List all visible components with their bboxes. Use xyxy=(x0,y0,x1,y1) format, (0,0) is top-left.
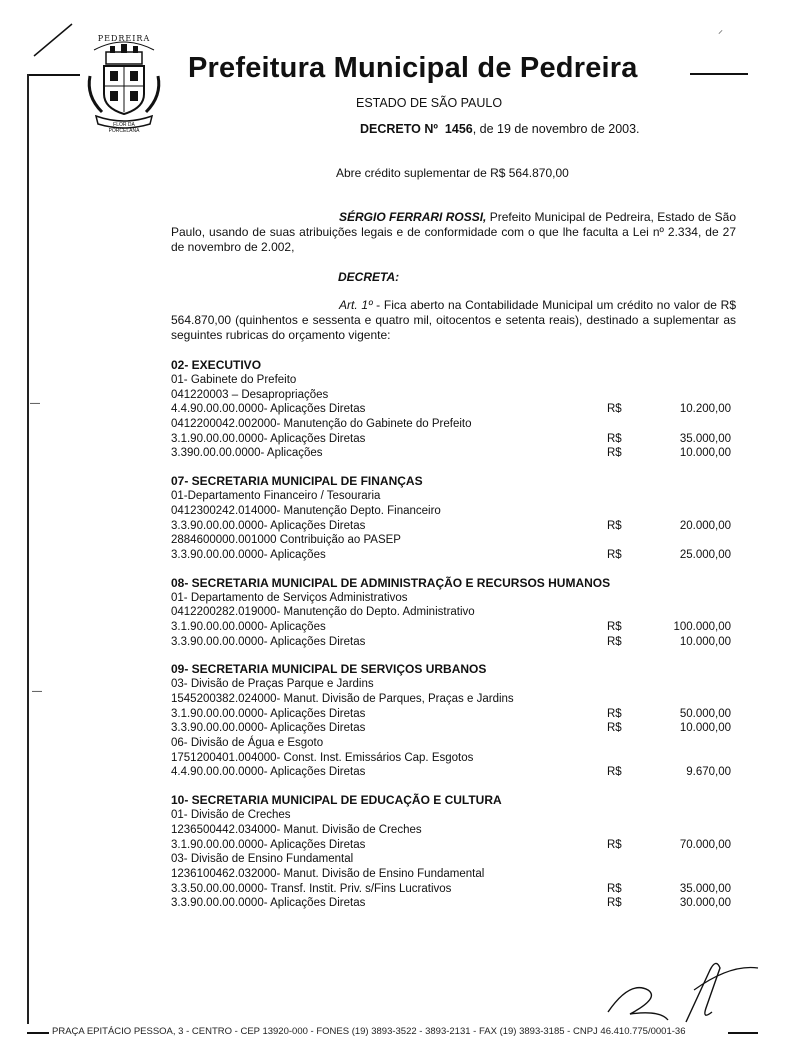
budget-row xyxy=(171,504,736,519)
row-amount: 10.000,00 xyxy=(679,447,731,460)
decreta-heading: DECRETA: xyxy=(338,270,400,284)
ementa: Abre crédito suplementar de R$ 564.870,00 xyxy=(336,166,569,180)
budget-section xyxy=(171,576,736,650)
decree-date: , de 19 de novembro de 2003. xyxy=(472,122,640,136)
frame-top-left-rule xyxy=(28,74,80,76)
budget-row xyxy=(171,432,736,447)
budget-row xyxy=(171,823,736,838)
row-currency: R$ xyxy=(607,432,622,445)
article-label: Art. 1º xyxy=(339,298,373,312)
row-description: 06- Divisão de Água e Esgoto xyxy=(171,737,324,750)
budget-row xyxy=(171,867,736,882)
scan-mark xyxy=(30,20,76,60)
row-description: 3.3.90.00.00.0000- Aplicações Diretas xyxy=(171,722,366,735)
row-currency: R$ xyxy=(607,766,622,779)
crest-top-text: PEDREIRA xyxy=(97,34,151,43)
row-currency: R$ xyxy=(607,897,622,910)
section-title: 02- EXECUTIVO xyxy=(171,358,262,372)
row-description: 01- Gabinete do Prefeito xyxy=(171,374,297,386)
row-description: 03- Divisão de Praças Parque e Jardins xyxy=(171,678,374,691)
row-currency: R$ xyxy=(607,447,622,460)
decree-heading xyxy=(360,122,640,136)
scan-tick: ⸝ xyxy=(718,25,723,36)
row-description: 1236500442.034000- Manut. Divisão de Creches xyxy=(171,823,422,836)
article-text: - Fica aberto na Contabilidade Municipal um crédito no valor de R$ 564.870,00 (quinhentos e sessenta e quatro mil, oitocentos e setenta reais), destinado a suplementar as seguintes rubricas do orçamento vigente: xyxy=(171,298,736,342)
budget-sections xyxy=(171,358,736,924)
row-description: 4.4.90.00.00.0000- Aplicações Diretas xyxy=(171,766,366,779)
budget-row xyxy=(171,489,736,504)
row-description: 3.1.90.00.00.0000- Aplicações Diretas xyxy=(171,707,366,720)
budget-row xyxy=(171,548,736,563)
decree-number: 1456 xyxy=(444,122,473,136)
row-currency: R$ xyxy=(607,548,622,561)
budget-row xyxy=(171,417,736,432)
row-currency: R$ xyxy=(607,519,622,532)
budget-row xyxy=(171,519,736,534)
budget-row xyxy=(171,721,736,736)
budget-row xyxy=(171,707,736,722)
row-currency: R$ xyxy=(607,403,622,416)
row-amount: 10.000,00 xyxy=(679,635,731,648)
budget-section xyxy=(171,474,736,562)
budget-row xyxy=(171,692,736,707)
row-amount: 50.000,00 xyxy=(679,707,731,720)
row-description: 1545200382.024000- Manut. Divisão de Parques, Praças e Jardins xyxy=(171,693,514,705)
page-title: Prefeitura Municipal de Pedreira xyxy=(188,52,638,84)
budget-row xyxy=(171,373,736,388)
row-description: 3.1.90.00.00.0000- Aplicações Diretas xyxy=(171,838,366,851)
row-description: 0412200042.002000- Manutenção do Gabinete do Prefeito xyxy=(171,418,472,431)
row-description: 3.3.90.00.00.0000- Aplicações Diretas xyxy=(171,897,366,910)
frame-bottom-left-rule xyxy=(27,1032,49,1034)
row-description: 0412200282.019000- Manutenção do Depto. Administrativo xyxy=(171,606,475,619)
row-description: 1236100462.032000- Manut. Divisão de Ensino Fundamental xyxy=(171,867,485,880)
row-amount: 35.000,00 xyxy=(679,882,731,895)
row-amount: 100.000,00 xyxy=(673,620,731,633)
row-currency: R$ xyxy=(607,722,622,735)
article-paragraph xyxy=(171,298,736,343)
budget-row xyxy=(171,838,736,853)
margin-mark: — xyxy=(30,398,40,409)
budget-section xyxy=(171,793,736,911)
footer-address: PRAÇA EPITÁCIO PESSOA, 3 - CENTRO - CEP 13920-000 - FONES (19) 3893-3522 - 3893-2131 - FAX (19) 3893-3185 - CNPJ 46.410.775/0001-36 xyxy=(52,1026,686,1037)
section-title: 10- SECRETARIA MUNICIPAL DE EDUCAÇÃO E CULTURA xyxy=(171,793,502,808)
row-description: 3.3.90.00.00.0000- Aplicações xyxy=(171,548,326,561)
budget-section xyxy=(171,662,736,780)
budget-row xyxy=(171,751,736,766)
budget-row xyxy=(171,882,736,897)
signature xyxy=(590,950,760,1030)
budget-row xyxy=(171,533,736,548)
margin-mark: — xyxy=(32,686,42,697)
decree-label: DECRETO Nº xyxy=(360,122,438,136)
section-title: 07- SECRETARIA MUNICIPAL DE FINANÇAS xyxy=(171,474,423,489)
row-description: 01- Divisão de Creches xyxy=(171,809,291,822)
section-title: 09- SECRETARIA MUNICIPAL DE SERVIÇOS URBANOS xyxy=(171,662,487,677)
budget-row xyxy=(171,605,736,620)
state-subtitle: ESTADO DE SÃO PAULO xyxy=(356,96,503,110)
budget-row xyxy=(171,808,736,823)
row-description: 3.390.00.00.0000- Aplicações xyxy=(171,447,323,460)
row-amount: 10.000,00 xyxy=(679,722,731,735)
crest-bottom-text: FLOR DA PORCELANA xyxy=(108,122,140,134)
row-description: 01-Departamento Financeiro / Tesouraria xyxy=(171,490,381,503)
row-currency: R$ xyxy=(607,838,622,851)
row-description: 03- Divisão de Ensino Fundamental xyxy=(171,853,354,866)
frame-bottom-right-rule xyxy=(728,1032,758,1034)
row-amount: 25.000,00 xyxy=(679,548,731,561)
mayor-name: SÉRGIO FERRARI ROSSI, xyxy=(339,210,487,224)
budget-row xyxy=(171,402,736,417)
row-description: 1751200401.004000- Const. Inst. Emissários Cap. Esgotos xyxy=(171,751,474,764)
row-amount: 30.000,00 xyxy=(679,897,731,910)
row-description: 3.3.90.00.00.0000- Aplicações Diretas xyxy=(171,635,366,648)
row-currency: R$ xyxy=(607,707,622,720)
preamble-text: Prefeito Municipal de Pedreira, Estado de São Paulo, usando de suas atribuições legais e de conformidade com o que lhe faculta a Lei nº 2.334, de 27 de novembro de 2.002, xyxy=(171,210,736,254)
row-description: 4.4.90.00.00.0000- Aplicações Diretas xyxy=(171,403,366,416)
row-description: 3.1.90.00.00.0000- Aplicações Diretas xyxy=(171,432,366,445)
preamble-paragraph xyxy=(171,210,736,255)
budget-row xyxy=(171,736,736,751)
row-description: 3.1.90.00.00.0000- Aplicações xyxy=(171,620,326,633)
budget-row xyxy=(171,677,736,692)
municipal-crest xyxy=(84,36,164,139)
row-description: 0412300242.014000- Manutenção Depto. Financeiro xyxy=(171,504,441,517)
row-amount: 10.200,00 xyxy=(679,403,731,416)
row-currency: R$ xyxy=(607,882,622,895)
budget-row xyxy=(171,620,736,635)
row-description: 3.3.50.00.00.0000- Transf. Instit. Priv. s/Fins Lucrativos xyxy=(171,882,452,895)
section-title: 08- SECRETARIA MUNICIPAL DE ADMINISTRAÇÃO E RECURSOS HUMANOS xyxy=(171,575,611,590)
row-description: 041220003 – Desapropriações xyxy=(171,388,329,401)
frame-left-border xyxy=(27,74,29,1024)
budget-row xyxy=(171,896,736,911)
row-amount: 9.670,00 xyxy=(686,766,731,779)
budget-row xyxy=(171,635,736,650)
budget-row xyxy=(171,765,736,780)
row-description: 01- Departamento de Serviços Administrativos xyxy=(171,591,408,604)
row-currency: R$ xyxy=(607,635,622,648)
row-currency: R$ xyxy=(607,620,622,633)
row-amount: 70.000,00 xyxy=(679,838,731,851)
coat-of-arms-icon xyxy=(84,36,164,136)
row-amount: 20.000,00 xyxy=(679,519,731,532)
row-description: 3.3.90.00.00.0000- Aplicações Diretas xyxy=(171,519,366,532)
row-amount: 35.000,00 xyxy=(679,432,731,445)
budget-row xyxy=(171,388,736,403)
title-rule xyxy=(690,73,748,75)
budget-section xyxy=(171,358,736,461)
budget-row xyxy=(171,446,736,461)
row-description: 2884600000.001000 Contribuição ao PASEP xyxy=(171,534,401,547)
budget-row xyxy=(171,852,736,867)
budget-row xyxy=(171,591,736,606)
